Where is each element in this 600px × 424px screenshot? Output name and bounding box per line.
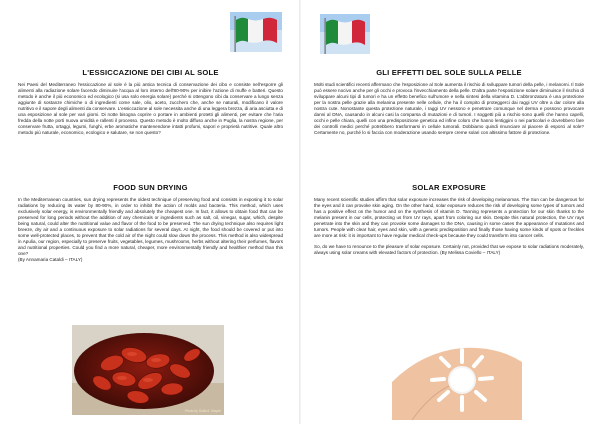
photo-credit: Photo by Sofia A. Mayeri: [184, 409, 221, 413]
article-author: (By Annamaria Cataldi – ITALY): [18, 256, 83, 262]
italian-flag-icon: [230, 12, 282, 52]
article-title-it: GLI EFFETTI DEL SOLE SULLA PELLE: [376, 68, 522, 77]
article-body-it: Molti studi scientifici recenti affermano che l'esposizione al Sole aumenta il rischio di sviluppare tumori della pelle, i melanomi. Il Sole può essere nocivo anche per gli occhi e provoca l'invecchiamento della pelle. D'altra parte l'esposizione solare diminuisce il rischio di sviluppare alcuni tipi di tumori e ha un effetto benefico sull'umore e nella sintesi della vitamina D. L'abbronzatura è una protezione per la nostra pelle grazie alla melanina presente nelle cellule, che ha il compito di proteggerci dai raggi UV oltre a dar colore alla nostra cute. Nonostante questa protezione naturale, i raggi UV nessono e penetrare comunque nel derma e possono provocare danni al DNA, causando in alcuni casi la comparsa di mutazioni e di tumori. I soggetti più a rischio sono quelli che hanno capelli, occhi e pelle chiara, quelli con una predisposizione genetica ed infine coloro che hanno lentiggini o nei particolari e dovrebbero fare dei controlli medici perché potrebbero trasformarsi in cellule tumorali. Dobbiamo quindi rinunciare al piacere di esporci al sole? Certamente no, purché lo si faccia con moderazione usando sempre creme solari con altissimo fattore di protezione.: [314, 82, 584, 135]
dried-tomatoes-photo: [72, 325, 224, 415]
dried-tomatoes-image: [72, 325, 224, 415]
article-body-it: Nei Paesi del Mediterraneo l'essiccazione al sole è la più antica tecnica di conservazione dei cibo e consiste nell'esporre gli alimenti alla radiazione solare facendo diminuire l'acqua al loro interno dell'80-90% per inibire l'azione di muffe e batteri. Questo metodo è anche il più economico ed ecologico (si usa solo energia solare) perché si ottengono cibi da conservare a lungo senza aggiunte di sostanze chimiche o di ingredienti come sale, olio, aceto, zucchero che, anche se naturali, modificano il valore nutritivo e il sapore degli alimenti da conservare. L'essiccazione al sole necessita anche di una leggera brezza, di aria asciutta e di una esposizione al sole per vari giorni. Di notte bisogna coprire o portare in ambienti protetti gli alimenti, per evitare che l'aria fredda della notte porti nuova umidità e rallenti il processo. Questo metodo è molto diffuso anche in Puglia, la nostra regione, per conservare frutta, ortaggi, legumi, funghi, erbe aromatiche mantenendone intatti profumi, sapori e proprietà nutritive. Quale altro metodo più naturale, economico, ecologico e salutare, se non questo?: [18, 82, 283, 135]
article-title-en: SOLAR EXPOSURE: [412, 183, 486, 192]
article-title-it: L'ESSICCAZIONE DEI CIBI AL SOLE: [82, 68, 219, 77]
italian-flag-icon: [320, 14, 370, 54]
article-body-en: In the Mediterranean countries, sun drying represents the oldest technique of preserving food and consists in exposing it to solar radiations by reducing its water by 80-90%, in order to inhibit the action of molds and bacteria. This method, which uses exclusively solar energy, is environmentally friendly and absolutely the cheapest one. In fact, it allows to obtain food that can be preserved for long periods without the addition of any chemicals or ingredients such as salt, oil, vinegar, sugar, which, despite being natural, could alter the nutritional value and flavor of the food to be preserved. The sun drying technique also requires light breeze, dry air and a continuous exposure to solar radiations for several days. At night, the food should be covered or put into some well-protected places, to prevent that the cold air of the night could slow down the process. This method is also widespread in Apulia, our region, especially to preserve fruits, vegetables, legumes, mushrooms, herbs without altering their perfumes, flavors and nutritional properties. Could you find a more natural, cheaper, more environmentally friendly and healthier method than this one?: [18, 197, 283, 256]
sun-cream-drawing: [392, 322, 522, 420]
article-title-en: FOOD SUN DRYING: [113, 183, 188, 192]
article-body-en: Many recent scientific studies affirm that solar exposure increases the risk of developing melanomas. The Sun can be dangerous for the eyes and it can provoke skin aging. On the other hand, solar exposure reduces the risk of developing some types of tumors and has a positive effect on the humor and on the synthesis of vitamin D. Tanning represents a protection for our skin thanks to the melanin present in our cells, protecting us from UV rays, apart from coloring our skin. Despite this natural protection, the UV rays penetrate into the skin and they can provoke some damages to the DNA, causing in some cases the appearance of mutations and tumors. People with clear hair, eyes and skin, with a genetic predisposition and finally those having some kinds of spots or freckles are more at risk: it is important to have regular medical check-ups because they could transform into cancer cells.: [314, 197, 584, 238]
article-body-en-conclusion: So, do we have to renounce to the pleasure of solar exposure. Certainly not, provided that we expose to solar radiations moderately, always using solar creams with elevated factors of protection. (By Melissa Coviello – ITALY): [314, 243, 584, 255]
right-page: [300, 0, 600, 424]
